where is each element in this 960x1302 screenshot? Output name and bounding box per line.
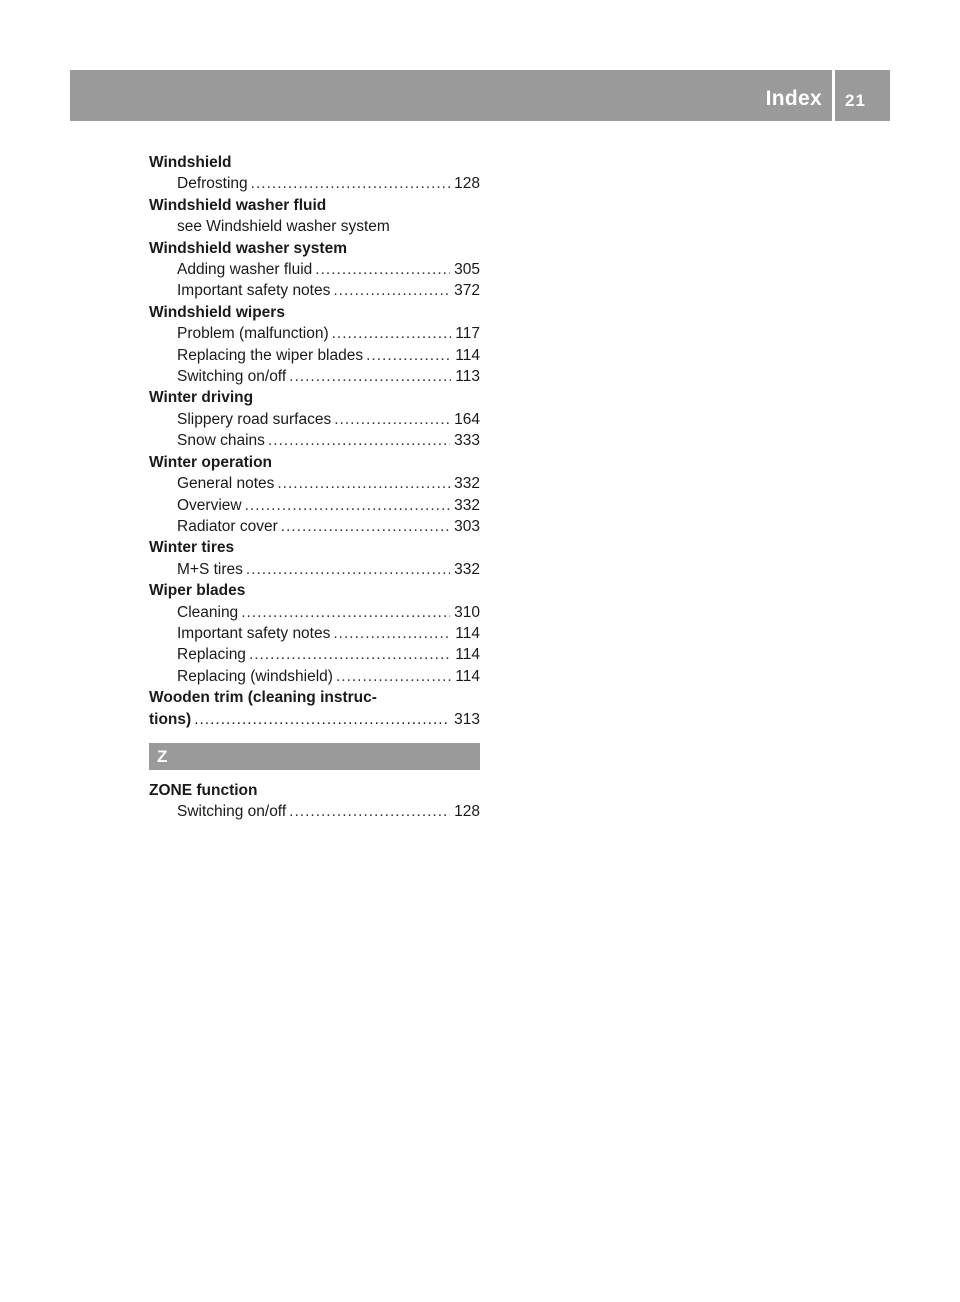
index-subentry[interactable] — [149, 366, 480, 387]
leader-dots — [333, 623, 451, 644]
header-bar — [70, 70, 890, 121]
leader-dots — [246, 559, 450, 580]
index-subentry-label: General notes — [177, 475, 275, 493]
index-page-ref: 114 — [455, 346, 480, 364]
index-column — [149, 152, 480, 823]
index-subentry-label: Cleaning — [177, 603, 239, 621]
leader-dots — [289, 801, 450, 822]
index-entry-head-cont: tions) — [149, 710, 192, 728]
leader-dots — [245, 495, 451, 516]
index-page-ref: 332 — [454, 496, 480, 514]
index-subentry-label: Overview — [177, 496, 242, 514]
index-page-ref: 113 — [455, 368, 480, 386]
index-subentry-label: Slippery road surfaces — [177, 410, 332, 428]
index-subentry[interactable] — [149, 259, 480, 280]
index-subentry-label: Replacing the wiper blades — [177, 346, 364, 364]
leader-dots — [336, 666, 451, 687]
leader-dots — [289, 366, 451, 387]
leader-dots — [277, 473, 450, 494]
index-subentry[interactable] — [149, 173, 480, 194]
index-entry-head: Windshield washer system — [149, 239, 347, 257]
index-entry-head: Windshield washer fluid — [149, 196, 327, 214]
index-page-ref: 114 — [455, 667, 480, 685]
index-subentry-label: Switching on/off — [177, 368, 287, 386]
index-page-ref: 332 — [454, 560, 480, 578]
index-subentry[interactable] — [149, 602, 480, 623]
index-subentry-label: Problem (malfunction) — [177, 325, 329, 343]
index-subentry-label: M+S tires — [177, 560, 243, 578]
index-subentry-label: Switching on/off — [177, 803, 287, 821]
index-page-ref: 114 — [455, 646, 480, 664]
index-entry-continued[interactable] — [149, 709, 480, 730]
leader-dots — [332, 323, 452, 344]
header-divider — [832, 70, 835, 121]
index-subentry[interactable] — [149, 323, 480, 344]
index-page-ref: 310 — [454, 603, 480, 621]
section-letter-bar: Z — [149, 743, 480, 770]
leader-dots — [315, 259, 450, 280]
index-page-ref: 128 — [454, 175, 480, 193]
index-subentry[interactable] — [149, 495, 480, 516]
index-page-ref: 313 — [454, 710, 480, 728]
leader-dots — [251, 173, 450, 194]
leader-dots — [366, 345, 451, 366]
index-subentry[interactable] — [149, 409, 480, 430]
index-subentry-label: Replacing (windshield) — [177, 667, 333, 685]
index-subentry[interactable] — [149, 644, 480, 665]
leader-dots — [194, 709, 450, 730]
index-entry-head: Wiper blades — [149, 582, 246, 600]
header-title: Index — [765, 87, 822, 110]
index-subentry[interactable] — [149, 801, 480, 822]
index-entry-head: ZONE function — [149, 781, 258, 799]
index-entry-head: Windshield wipers — [149, 303, 285, 321]
index-page-ref: 305 — [454, 261, 480, 279]
leader-dots — [281, 516, 450, 537]
index-subentry[interactable] — [149, 559, 480, 580]
index-entry-head: Winter operation — [149, 453, 273, 471]
leader-dots — [334, 409, 450, 430]
index-page-ref: 372 — [454, 282, 480, 300]
index-entry-head: Winter tires — [149, 539, 235, 557]
index-subentry[interactable] — [149, 345, 480, 366]
index-page-ref: 114 — [455, 624, 480, 642]
index-entries-z — [149, 780, 480, 823]
index-page-ref: 303 — [454, 517, 480, 535]
index-entry-head: Windshield — [149, 154, 232, 171]
index-page-ref: 332 — [454, 475, 480, 493]
index-subentry[interactable] — [149, 516, 480, 537]
index-subentry-label: Adding washer fluid — [177, 261, 313, 279]
index-entry-head: Wooden trim (cleaning instruc- — [149, 689, 377, 707]
index-subentry[interactable] — [149, 280, 480, 301]
index-subentry-label: see Windshield washer system — [177, 218, 390, 236]
index-entries-w — [149, 152, 480, 687]
index-subentry-label: Important safety notes — [177, 282, 331, 300]
leader-dots — [333, 280, 450, 301]
leader-dots — [249, 644, 451, 665]
index-page-ref: 128 — [454, 803, 480, 821]
leader-dots — [268, 430, 450, 451]
index-page-ref: 164 — [454, 410, 480, 428]
index-page-ref: 333 — [454, 432, 480, 450]
index-page-ref: 117 — [455, 325, 480, 343]
index-subentry[interactable] — [149, 473, 480, 494]
index-subentry-label: Snow chains — [177, 432, 265, 450]
index-subentry[interactable] — [149, 216, 480, 237]
index-subentry-label: Radiator cover — [177, 517, 278, 535]
index-subentry-label: Replacing — [177, 646, 246, 664]
leader-dots — [241, 602, 450, 623]
index-subentry[interactable] — [149, 430, 480, 451]
page-number: 21 — [845, 91, 866, 110]
index-subentry[interactable] — [149, 623, 480, 644]
index-subentry-label: Important safety notes — [177, 624, 331, 642]
index-entry-head: Winter driving — [149, 389, 254, 407]
index-subentry-label: Defrosting — [177, 175, 248, 193]
index-subentry[interactable] — [149, 666, 480, 687]
